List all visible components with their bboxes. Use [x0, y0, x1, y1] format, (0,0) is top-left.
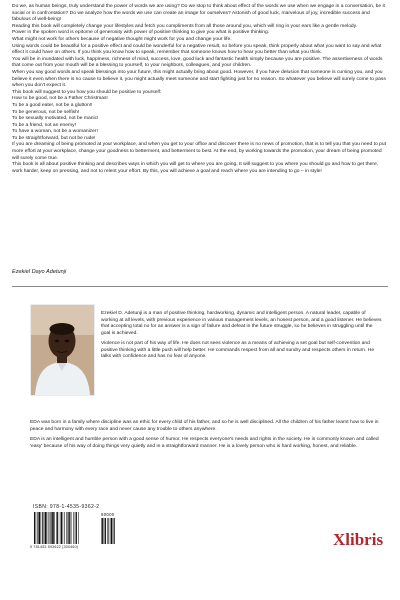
bio-paragraph: Violence is not part of his way of life. He does not sees violence as a means of achieving a set goal but self-convention and positive thinking with a little push will help better. He commands respect from all and sundry and respects others in return. He talks with confidence and has no fear of anyone. [101, 341, 375, 359]
blurb-paragraph: Power in the spoken word is epitome of generosity with power of positive thinking to give you what is positive thinking. [12, 30, 270, 36]
bio-paragraph: EDA is an intelligent and humble person with a good sense of humor. He respects everyone's needs and rights in the society. He is commonly known and called 'easy' because of his way of doing things very quietly and in a straightforward manner. He is a lovely person who is hard working, honest, and reliable. [30, 437, 379, 449]
barcode-bars [33, 512, 117, 544]
author-photo [30, 304, 95, 396]
blurb-paragraph: To be straightforward, but not be rude! [12, 135, 96, 141]
blurb-paragraph: This book is all about positive thinking and describes ways in which you will get to where you are going. It will suggest to you where you should go and how to get there, work harder, keep on pressing, and not to relent your effort. By this, you will achieve a goal and reach where you are intending to go – in style! [12, 162, 379, 174]
author-bio-right [101, 311, 383, 365]
blurb-paragraph: You will be in inundated with luck, happiness, richness of mind, success, love, good luck and fantastic health simply because you are positive. The assertiveness of words that come out from your mouth will be a blessing to yourself, to your neighbors, colleagues, and your children. [12, 56, 383, 69]
blurb-paragraph: How to be good, not be a Father Christmas! [12, 96, 108, 102]
blurb-paragraph: This book will suggest to you how you should be positive to yourself: [12, 89, 162, 95]
back-cover-blurb [12, 4, 388, 175]
publisher-logo [331, 528, 393, 550]
price-code: 90000 [101, 512, 115, 517]
blurb-paragraph: To have a woman, not be a womanizer! [12, 129, 98, 135]
blurb-paragraph: Using words could be beautiful for a positive effect and could be wonderful for a negative result, so before you speak, think properly about what you want to say and what effect it could have on others. If you think you know how to speak, remember that someone knows how to hear you better than what you think. [12, 43, 382, 56]
blurb-paragraph: To be a good eater, not be a glutton!! [12, 102, 93, 108]
barcode-digits: 9 781453 593622 (300460) [30, 545, 79, 549]
svg-text:Xlibris: Xlibris [333, 530, 384, 549]
blurb-signature: Ezekiel Dayo Adetunji [12, 269, 67, 275]
blurb-paragraph: Do we, as human beings, truly understand the power of words we are using? Do we stop to think about effect of the words we use when we engage in a conversation, be it social or in confrontation? Do we analyze how the words we use can create an image for ourselves? Astonish of good luck, marvelous of joy, incredible success and fabulous of well-being! [12, 4, 385, 23]
bio-paragraph: Ezekiel D. Adetunji is a man of positive thinking, hardworking, dynamic and intelligent person. A natural leader, capable of working at all levels, with previous experience in various management levels, an honest person, and a good listener. He believes that accepting total no for an answer is a sign of failure and defeat in the future struggle, so he believes in struggling until the goal is achieved. [101, 311, 382, 336]
bio-paragraph: EDA was born in a family where discipline was an ethic for every child of his father, and so he is well disciplined. All the children of his father learnt how to live in peace and harmony with every race and never cause any trouble to others anywhere. [30, 420, 379, 432]
author-bio-wide [30, 420, 384, 454]
isbn-label: ISBN: 978-1-4535-9362-2 [33, 504, 100, 510]
blurb-paragraph: When you say good words and speak blessings into your future, this might actually bring about good. However, if you have delusion that someone is cursing you, and you believe it even when there is no cause to believe it, you might actually meet someone and start fighting just for no reason. So whatever you believe will surely come to pass when you don't expect it. [12, 69, 386, 89]
blurb-paragraph: Reading this book will completely change your lifestyles and fetch you compliments from all those around you, which will ring in your ears like a gentle melody. [12, 23, 358, 29]
blurb-paragraph: To be sexually motivated, not be manic! [12, 116, 99, 122]
section-divider [12, 286, 388, 287]
isbn-barcode [30, 500, 120, 552]
blurb-paragraph: What might not work for others because of negative thought might work for you and change your life. [12, 36, 232, 42]
blurb-paragraph: To be generous, not be selfish! [12, 109, 80, 115]
blurb-paragraph: If you are dreaming of being promoted at your workplace, and when you get to your office and discover there is no news of promotion, that is to tell you that you need to put more effort at your workplace, change your goodness to betterment, and betterment to best. At the end, by working towards the promotion, your dream of being promoted will surely come true. [12, 142, 387, 161]
blurb-paragraph: To be a friend, not an enemy! [12, 122, 76, 128]
